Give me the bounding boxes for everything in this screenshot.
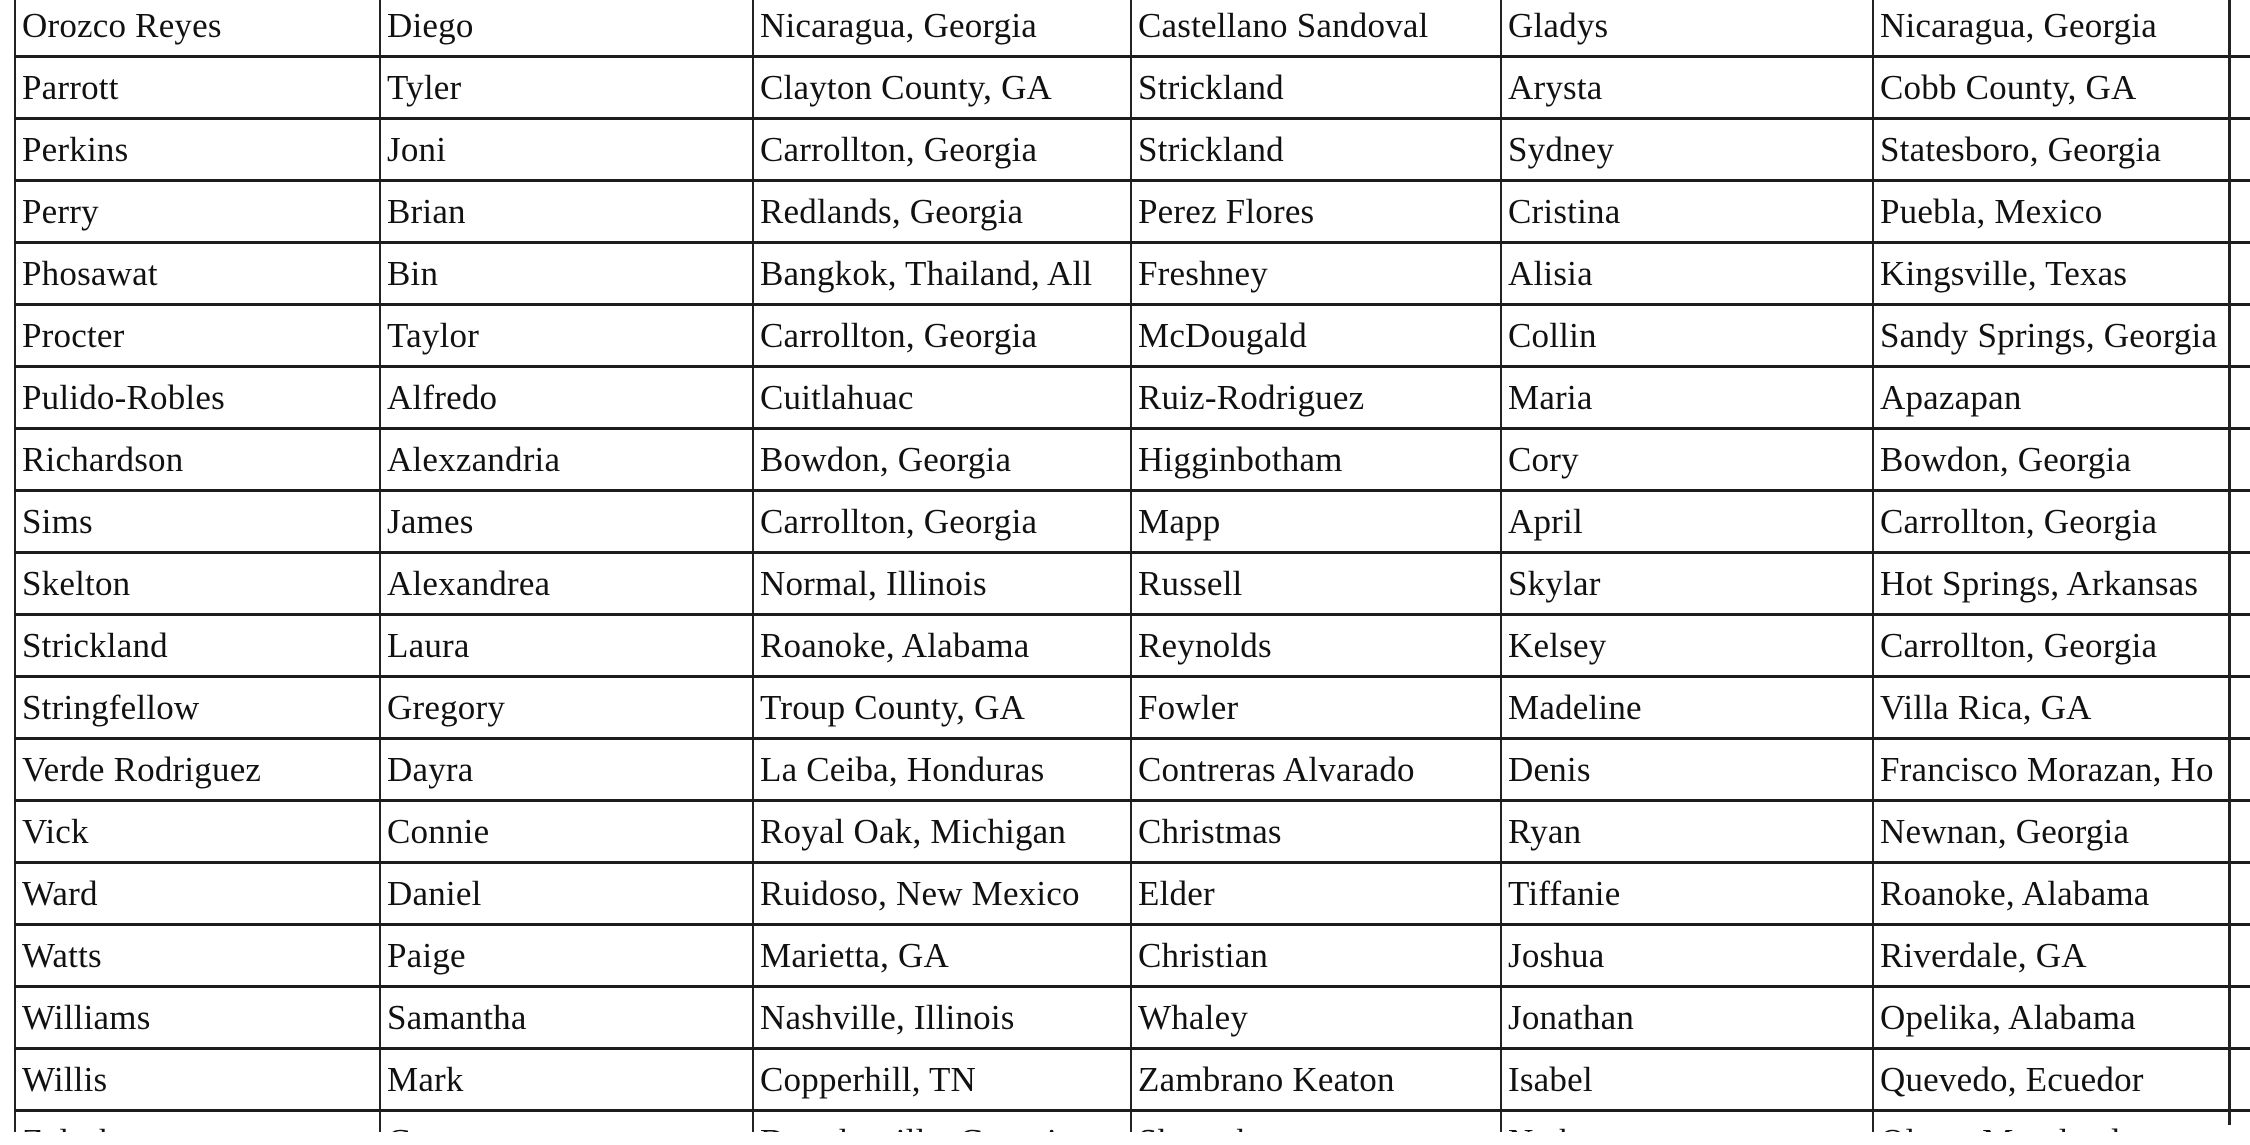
first-name-cell: Samantha <box>380 987 753 1049</box>
partner-hometown-cell: Opelika, Alabama <box>1873 987 2250 1049</box>
hometown-cell: Nashville, Illinois <box>753 987 1131 1049</box>
last-name-cell: Willis <box>15 1049 380 1111</box>
page-bottom-margin <box>0 1132 2250 1145</box>
partner-first-name-cell: Gladys <box>1501 0 1873 57</box>
table-row <box>15 987 2250 1049</box>
partner-last-name-cell: Freshney <box>1131 243 1501 305</box>
partner-hometown-cell: Francisco Morazan, Ho <box>1873 739 2250 801</box>
last-name-cell: Richardson <box>15 429 380 491</box>
partner-last-name-cell: Strickland <box>1131 119 1501 181</box>
first-name-cell: Diego <box>380 0 753 57</box>
partner-hometown-cell: Statesboro, Georgia <box>1873 119 2250 181</box>
last-name-cell: Parrott <box>15 57 380 119</box>
partner-last-name-cell: Mapp <box>1131 491 1501 553</box>
partner-first-name-cell: Arysta <box>1501 57 1873 119</box>
hometown-cell: Bowdon, Georgia <box>753 429 1131 491</box>
first-name-cell: Mark <box>380 1049 753 1111</box>
hometown-cell: Marietta, GA <box>753 925 1131 987</box>
partner-last-name-cell: Elder <box>1131 863 1501 925</box>
partner-first-name-cell: Skylar <box>1501 553 1873 615</box>
partner-hometown-cell: Villa Rica, GA <box>1873 677 2250 739</box>
hometown-cell: Carrollton, Georgia <box>753 491 1131 553</box>
first-name-cell: Bin <box>380 243 753 305</box>
hometown-cell: Royal Oak, Michigan <box>753 801 1131 863</box>
first-name-cell: Tyler <box>380 57 753 119</box>
partner-first-name-cell: Ryan <box>1501 801 1873 863</box>
hometown-cell: Carrollton, Georgia <box>753 119 1131 181</box>
partner-first-name-cell: Cory <box>1501 429 1873 491</box>
table-row <box>15 119 2250 181</box>
first-name-cell: Brian <box>380 181 753 243</box>
partner-first-name-cell: Sydney <box>1501 119 1873 181</box>
partner-last-name-cell: Ruiz-Rodriguez <box>1131 367 1501 429</box>
partner-last-name-cell: Reynolds <box>1131 615 1501 677</box>
name-roster-sheet <box>14 0 2250 1145</box>
hometown-cell: Roanoke, Alabama <box>753 615 1131 677</box>
table-row <box>15 801 2250 863</box>
table-row <box>15 305 2250 367</box>
partner-hometown-cell: Sandy Springs, Georgia <box>1873 305 2250 367</box>
roster-body <box>15 0 2250 1145</box>
first-name-cell: Dayra <box>380 739 753 801</box>
last-name-cell: Stringfellow <box>15 677 380 739</box>
last-name-cell: Orozco Reyes <box>15 0 380 57</box>
partner-first-name-cell: Maria <box>1501 367 1873 429</box>
first-name-cell: Alexandrea <box>380 553 753 615</box>
table-row <box>15 0 2250 57</box>
partner-hometown-cell: Newnan, Georgia <box>1873 801 2250 863</box>
table-row <box>15 863 2250 925</box>
hometown-cell: Clayton County, GA <box>753 57 1131 119</box>
partner-first-name-cell: Joshua <box>1501 925 1873 987</box>
table-row <box>15 243 2250 305</box>
last-name-cell: Watts <box>15 925 380 987</box>
partner-hometown-cell: Carrollton, Georgia <box>1873 615 2250 677</box>
partner-hometown-cell: Puebla, Mexico <box>1873 181 2250 243</box>
last-name-cell: Pulido-Robles <box>15 367 380 429</box>
partner-hometown-cell: Apazapan <box>1873 367 2250 429</box>
last-name-cell: Perry <box>15 181 380 243</box>
hometown-cell: Nicaragua, Georgia <box>753 0 1131 57</box>
partner-hometown-cell: Hot Springs, Arkansas <box>1873 553 2250 615</box>
table-row <box>15 1049 2250 1111</box>
hometown-cell: Redlands, Georgia <box>753 181 1131 243</box>
first-name-cell: Paige <box>380 925 753 987</box>
partner-hometown-cell: Quevedo, Ecuedor <box>1873 1049 2250 1111</box>
partner-first-name-cell: Denis <box>1501 739 1873 801</box>
right-border-rule <box>2228 0 2231 1125</box>
first-name-cell: Daniel <box>380 863 753 925</box>
table-row <box>15 739 2250 801</box>
partner-last-name-cell: Perez Flores <box>1131 181 1501 243</box>
name-roster-table <box>14 0 2250 1145</box>
partner-first-name-cell: April <box>1501 491 1873 553</box>
partner-last-name-cell: Contreras Alvarado <box>1131 739 1501 801</box>
partner-last-name-cell: Higginbotham <box>1131 429 1501 491</box>
first-name-cell: Alfredo <box>380 367 753 429</box>
hometown-cell: La Ceiba, Honduras <box>753 739 1131 801</box>
last-name-cell: Ward <box>15 863 380 925</box>
hometown-cell: Normal, Illinois <box>753 553 1131 615</box>
table-row <box>15 925 2250 987</box>
partner-first-name-cell: Collin <box>1501 305 1873 367</box>
partner-last-name-cell: McDougald <box>1131 305 1501 367</box>
last-name-cell: Williams <box>15 987 380 1049</box>
partner-first-name-cell: Alisia <box>1501 243 1873 305</box>
hometown-cell: Copperhill, TN <box>753 1049 1131 1111</box>
partner-last-name-cell: Christian <box>1131 925 1501 987</box>
table-row <box>15 57 2250 119</box>
table-row <box>15 491 2250 553</box>
partner-hometown-cell: Cobb County, GA <box>1873 57 2250 119</box>
first-name-cell: Gregory <box>380 677 753 739</box>
table-row <box>15 367 2250 429</box>
partner-first-name-cell: Kelsey <box>1501 615 1873 677</box>
partner-hometown-cell: Riverdale, GA <box>1873 925 2250 987</box>
partner-last-name-cell: Fowler <box>1131 677 1501 739</box>
last-name-cell: Skelton <box>15 553 380 615</box>
partner-hometown-cell: Nicaragua, Georgia <box>1873 0 2250 57</box>
partner-last-name-cell: Whaley <box>1131 987 1501 1049</box>
table-row <box>15 615 2250 677</box>
hometown-cell: Bangkok, Thailand, All <box>753 243 1131 305</box>
last-name-cell: Phosawat <box>15 243 380 305</box>
last-name-cell: Sims <box>15 491 380 553</box>
hometown-cell: Troup County, GA <box>753 677 1131 739</box>
last-name-cell: Procter <box>15 305 380 367</box>
partner-first-name-cell: Tiffanie <box>1501 863 1873 925</box>
last-name-cell: Verde Rodriguez <box>15 739 380 801</box>
partner-first-name-cell: Madeline <box>1501 677 1873 739</box>
hometown-cell: Ruidoso, New Mexico <box>753 863 1131 925</box>
first-name-cell: Joni <box>380 119 753 181</box>
table-row <box>15 553 2250 615</box>
partner-last-name-cell: Christmas <box>1131 801 1501 863</box>
partner-first-name-cell: Isabel <box>1501 1049 1873 1111</box>
partner-last-name-cell: Strickland <box>1131 57 1501 119</box>
partner-last-name-cell: Russell <box>1131 553 1501 615</box>
first-name-cell: Connie <box>380 801 753 863</box>
partner-hometown-cell: Carrollton, Georgia <box>1873 491 2250 553</box>
first-name-cell: James <box>380 491 753 553</box>
partner-hometown-cell: Bowdon, Georgia <box>1873 429 2250 491</box>
first-name-cell: Taylor <box>380 305 753 367</box>
last-name-cell: Perkins <box>15 119 380 181</box>
partner-last-name-cell: Castellano Sandoval <box>1131 0 1501 57</box>
table-row <box>15 677 2250 739</box>
partner-hometown-cell: Roanoke, Alabama <box>1873 863 2250 925</box>
partner-first-name-cell: Jonathan <box>1501 987 1873 1049</box>
last-name-cell: Strickland <box>15 615 380 677</box>
hometown-cell: Cuitlahuac <box>753 367 1131 429</box>
table-row <box>15 181 2250 243</box>
partner-hometown-cell: Kingsville, Texas <box>1873 243 2250 305</box>
first-name-cell: Alexzandria <box>380 429 753 491</box>
last-name-cell: Vick <box>15 801 380 863</box>
partner-last-name-cell: Zambrano Keaton <box>1131 1049 1501 1111</box>
partner-first-name-cell: Cristina <box>1501 181 1873 243</box>
hometown-cell: Carrollton, Georgia <box>753 305 1131 367</box>
first-name-cell: Laura <box>380 615 753 677</box>
table-row <box>15 429 2250 491</box>
